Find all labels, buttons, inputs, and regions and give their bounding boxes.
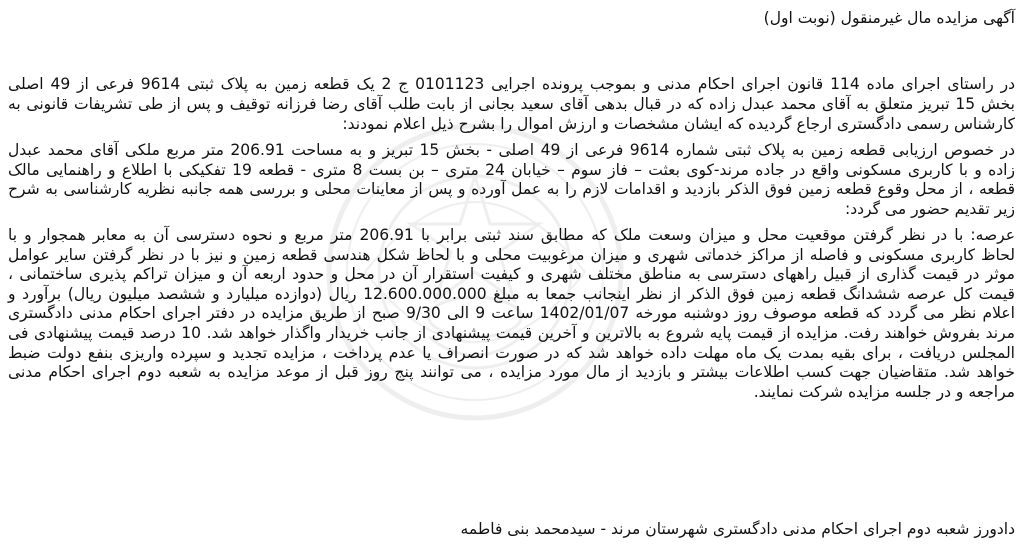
notice-line: المجلس دریافت ، برای بقیه بمدت یک ماه مهلت داده خواهد شد که در صورت انصراف یا عدم پرداخت ، مزایده تجدید و سپرده واریزی بنفع دولت ضبط: [8, 343, 1015, 362]
notice-title: آگهی مزایده مال غیرمنقول (نوبت اول): [763, 9, 1015, 27]
notice-line: قطعه ، از محل وقوع قطعه زمین فوق الذکر بازدید و اقدامات لازم را به عمل آورده و پس از معاینات محلی و بررسی همه جانبه نظریه کارشناسی به شرح: [8, 180, 1015, 199]
notice-line: زیر تقدیم حضور می گردد:: [844, 199, 1015, 218]
notice-line: بخش 15 تبریز متعلق به آقای محمد عبدل زاده که در قبال بدهی آقای سعید بجانی از بابت طلب آقای رضا فرزانه توقیف و پس از طی تشریفات قانونی به: [8, 95, 1015, 113]
notice-line: مرند بفروش خواهند رفت. مزایده از قیمت پایه شروع به بالاترین و آخرین قیمت پیشنهادی از جانب خریدار واگذار خواهد شد. 10 درصد قیمت پیشنهادی فی: [8, 323, 1015, 342]
notice-line: در خصوص ارزیابی قطعه زمین به پلاک ثبتی شماره 9614 فرعی از 49 اصلی - بخش 15 تبریز و به مساحت 206.91 متر مربع ملکی آقای محمد عبدل: [8, 141, 1015, 159]
notice-line: خواهد شد. متقاضیان جهت کسب اطلاعات بیشتر و بازدید از مال مورد مزایده ، می توانند پنج روز قبل از موعد مزایده به شعبه دوم اجرای احکام مدنی: [8, 363, 1015, 382]
notice-line: کارشناس رسمی دادگستری ارجاع گردیده که ایشان مشخصات و ارزش اموال را بشرح ذیل اعلام نمودند:: [342, 115, 1015, 133]
notice-line: عرصه: با در نظر گرفتن موقعیت محل و میزان وسعت ملک که مطابق سند ثبتی برابر با 206.91 متر مربع و نحوه دسترسی آن به معابر همجوار و با: [8, 226, 1015, 244]
notice-line: زاده و با کاربری مسکونی واقع در جاده مرند-کوی بعثت – فاز سوم – خیابان 24 متری – بن بست 8 متری - قطعه 19 تفکیکی با اطلاع و راهنمایی مالک: [8, 160, 1015, 179]
notice-paragraph-2: [8, 141, 1015, 219]
signature-line: دادورز شعبه دوم اجرای احکام مدنی دادگستری شهرستان مرند - سیدمحمد بنی فاطمه: [460, 520, 1015, 538]
notice-paragraph-3: [8, 226, 1015, 402]
notice-line: مراجعه و در جلسه مزایده شرکت نمایند.: [753, 382, 1015, 401]
notice-line: قیمت کل عرصه ششدانگ قطعه زمین فوق الذکر از نظر اینجانب جمعا به مبلغ 12.600.000.000 ریال (دوازده میلیارد و ششصد میلیون ریال) برآورد و: [8, 284, 1015, 303]
notice-line: موثر در قیمت گذاری از قبیل راههای دسترسی به مناطق مختلف شهری و کیفیت استقرار آن در محل و حدود اربعه آن و میزان تراکم پذیری ساختمانی ،: [8, 265, 1015, 284]
notice-line: اعلام نظر می گردد که قطعه موصوف روز دوشنبه مورخه 1402/01/07 ساعت 9 الی 9/30 صبح از طریق مزایده در دفتر اجرای احکام مدنی دادگستری: [8, 304, 1015, 323]
notice-line: در راستای اجرای ماده 114 قانون اجرای احکام مدنی و بموجب پرونده اجرایی 0101123 ج 2 یک قطعه زمین به پلاک ثبتی 9614 فرعی از 49 اصلی: [8, 75, 1015, 93]
notice-paragraph-1: [8, 74, 1015, 134]
notice-line: لحاظ کاربری مسکونی و فاصله از مراکز خدماتی شهری و میزان مرغوبیت محلی و با لحاظ شکل هندسی قطعه زمین و نیز با در نظر گرفتن سایر عوامل: [8, 245, 1015, 264]
